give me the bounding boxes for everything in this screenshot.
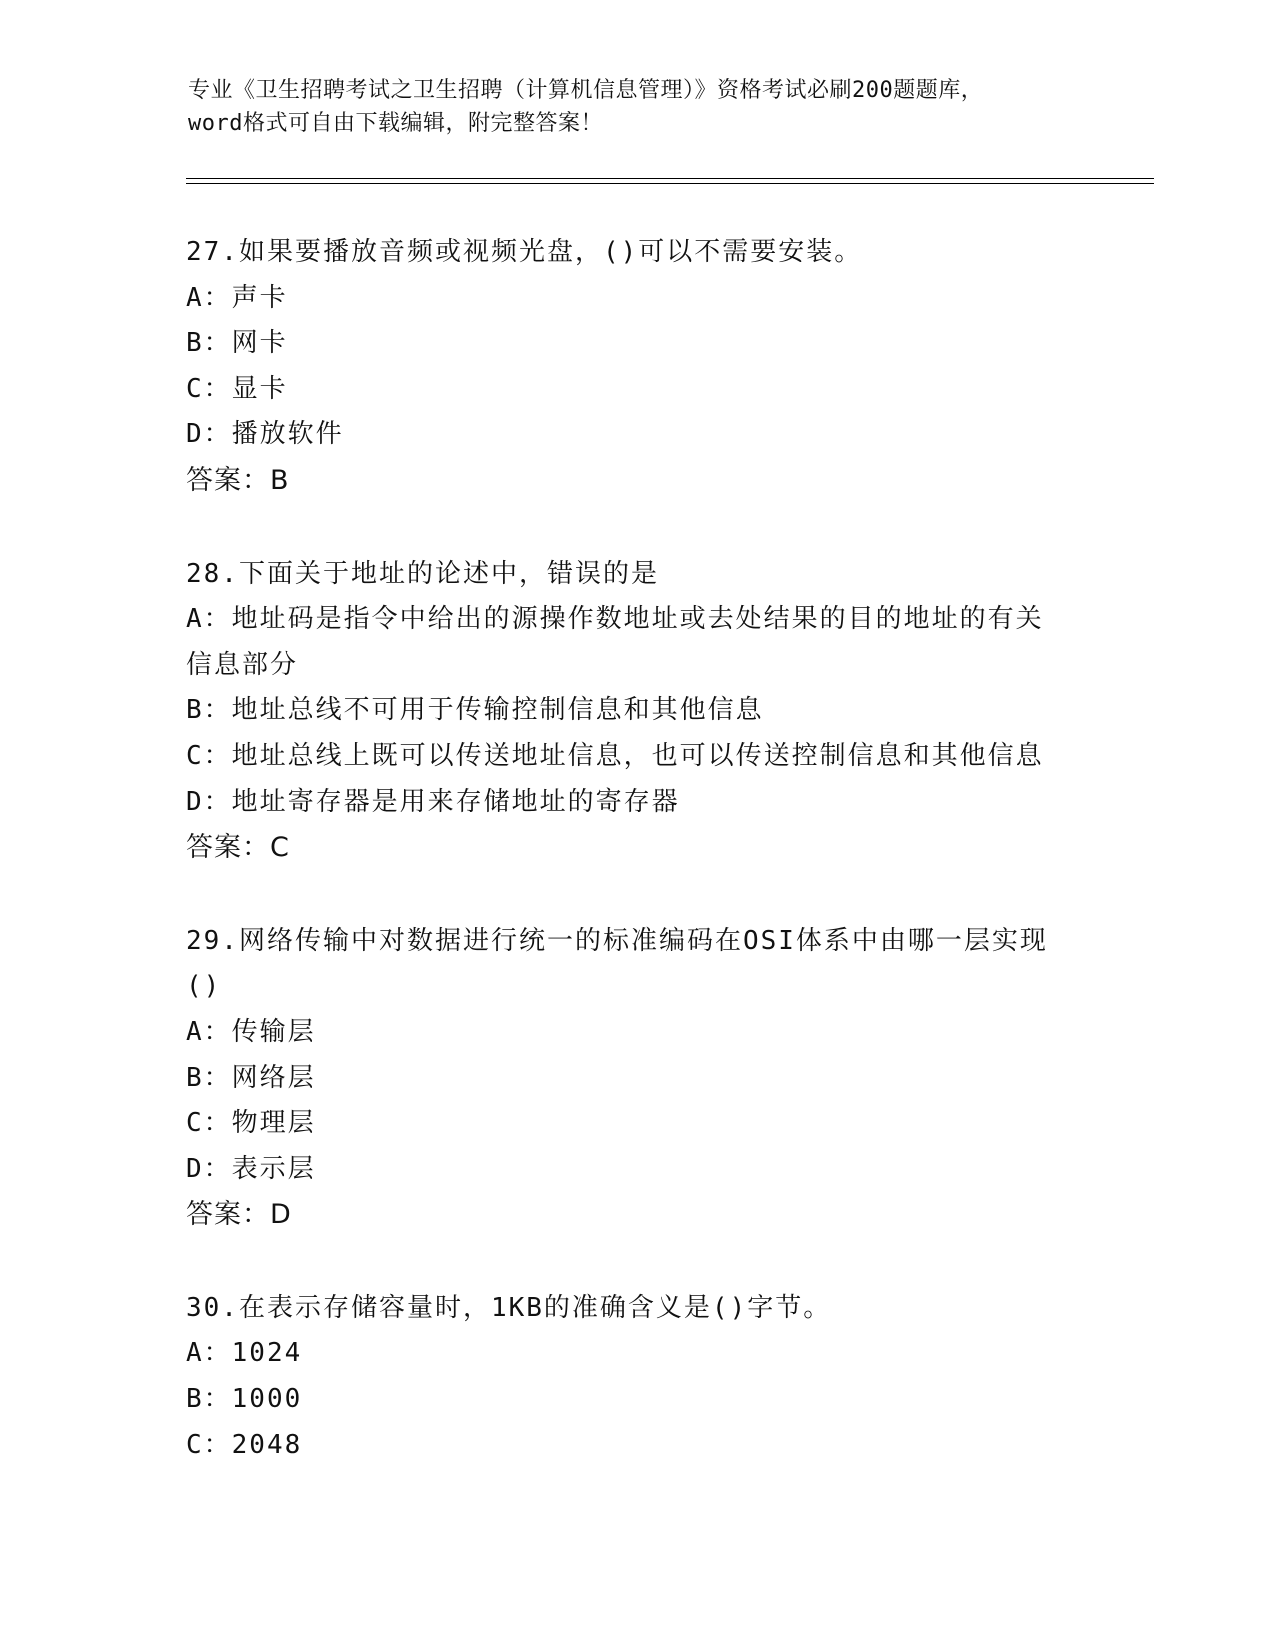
question-block [186,230,1086,504]
header-line-2: word格式可自由下载编辑，附完整答案！ [188,111,603,136]
question-stem: 27.如果要播放音频或视频光盘，()可以不需要安装。 [186,237,863,267]
answer-option: B：地址总线不可用于传输控制信息和其他信息 [186,695,764,726]
question-block [186,552,1086,871]
answer-key: 答案：C [186,832,290,864]
question-block [186,919,1086,1238]
answer-option: A：声卡 [186,282,288,313]
header-divider-top [186,178,1154,179]
answer-option: D：地址寄存器是用来存储地址的寄存器 [186,786,680,817]
answer-option: 信息部分 [186,649,299,680]
question-stem: 30.在表示存储容量时，1KB的准确含义是()字节。 [186,1292,832,1323]
question-stem: () [186,971,222,1002]
question-stem: 28.下面关于地址的论述中，错误的是 [186,558,659,589]
header-line-1: 专业《卫生招聘考试之卫生招聘（计算机信息管理）》资格考试必刷200题题库， [188,78,984,103]
document-header [188,74,1088,140]
answer-key: 答案：D [186,1199,292,1231]
answer-option: C：2048 [186,1429,303,1460]
answer-option: C：地址总线上既可以传送地址信息，也可以传送控制信息和其他信息 [186,740,1044,771]
answer-option: B：网卡 [186,328,288,359]
answer-option: D：播放软件 [186,419,344,450]
answer-option: A：地址码是指令中给出的源操作数地址或去处结果的目的地址的有关 [186,604,1044,635]
answer-key: 答案：B [186,464,290,496]
question-block [186,1286,1086,1468]
answer-option: B：1000 [186,1384,303,1415]
answer-option: C：显卡 [186,373,288,404]
answer-option: A：传输层 [186,1016,316,1047]
answer-option: B：网络层 [186,1062,316,1093]
answer-option: A：1024 [186,1338,303,1369]
question-list [186,230,1086,1516]
header-divider-bottom [186,183,1154,184]
answer-option: C：物理层 [186,1108,316,1139]
answer-option: D：表示层 [186,1153,316,1184]
question-stem: 29.网络传输中对数据进行统一的标准编码在OSI体系中由哪一层实现 [186,925,1048,956]
